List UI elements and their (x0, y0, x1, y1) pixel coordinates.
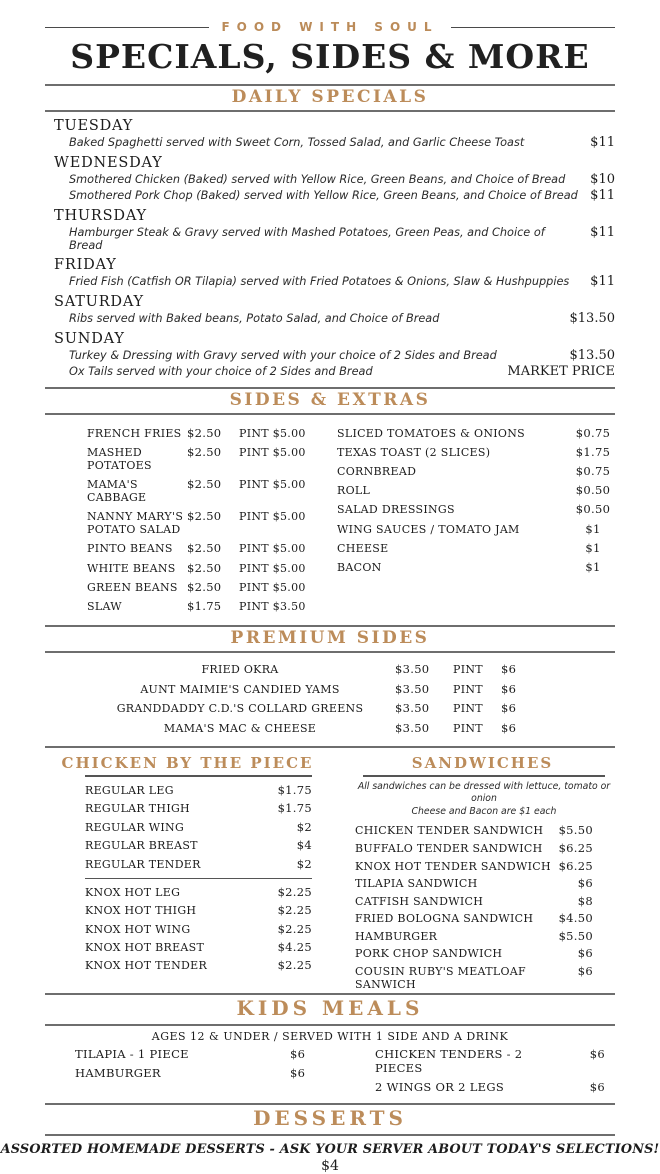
side-item (45, 596, 323, 615)
premium-price: $3.50 (395, 701, 430, 716)
sandwiches-note-line2: Cheese and Bacon are $1 each (411, 805, 557, 817)
side-price: $2.50 (187, 444, 222, 459)
premium-sides-heading-bar (45, 625, 615, 653)
special-item (45, 348, 615, 363)
chicken-price: $4.25 (277, 940, 312, 955)
sides-left-column (45, 423, 323, 616)
special-price: MARKET PRICE (507, 364, 615, 379)
side-price: $2.50 (187, 476, 222, 491)
chicken-name: KNOX HOT WING (85, 922, 191, 936)
chicken-price: $1.75 (277, 801, 312, 816)
sandwich-price: $6.25 (558, 858, 593, 873)
sandwich-name: HAMBURGER (355, 929, 438, 943)
kids-name: CHICKEN TENDERS - 2 PIECES (375, 1047, 523, 1076)
special-price: $11 (590, 135, 615, 150)
desserts-heading-bar (45, 1103, 615, 1136)
premium-item (85, 699, 615, 719)
page-title: SPECIALS, SIDES & MORE (70, 37, 590, 76)
sandwiches-heading: SANDWICHES (411, 753, 554, 772)
chicken-price: $2.25 (277, 884, 312, 899)
chicken-item (85, 818, 312, 836)
side-price: $1.75 (187, 598, 222, 613)
side-item (337, 442, 615, 461)
pint-price: $6 (501, 701, 517, 716)
sandwich-item (355, 909, 613, 927)
kids-meals-heading-bar (45, 993, 615, 1026)
chicken-item (85, 901, 312, 919)
special-item (45, 188, 615, 203)
premium-name: FRIED OKRA (201, 663, 279, 677)
sandwich-item (355, 927, 613, 945)
chicken-sandwiches-section (45, 746, 615, 993)
special-price: $13.50 (569, 311, 615, 326)
sides-extras-heading-bar (45, 387, 615, 415)
special-description: Ribs served with Baked beans, Potato Salad, and Choice of Bread (69, 312, 440, 325)
sandwich-name: KNOX HOT TENDER SANDWICH (355, 859, 551, 873)
sandwiches-note-line1: All sandwiches can be dressed with lettuce, tomato or onion (357, 780, 611, 805)
side-name: CORNBREAD (337, 464, 417, 478)
chicken-item (85, 781, 312, 799)
kids-left-column (45, 1045, 320, 1097)
side-price: $0.50 (575, 502, 611, 517)
side-price: $1 (585, 559, 601, 574)
kids-price: $6 (290, 1047, 306, 1062)
kids-meals-note: AGES 12 & UNDER / SERVED WITH 1 SIDE AND A DRINK (151, 1029, 509, 1043)
special-price: $11 (590, 188, 615, 203)
desserts-note: ASSORTED HOMEMADE DESSERTS - ASK YOUR SERVER ABOUT TODAY'S SELECTIONS! (0, 1141, 660, 1157)
chicken-name: KNOX HOT LEG (85, 885, 181, 899)
special-price: $11 (590, 274, 615, 289)
sandwich-price: $6 (577, 876, 593, 891)
side-name: MAMA'S CABBAGE (87, 477, 147, 504)
side-pint-price: PINT $5.00 (239, 510, 306, 524)
sandwich-price: $6 (577, 946, 593, 961)
sandwich-price: $6.25 (558, 840, 593, 855)
chicken-price: $4 (296, 838, 312, 853)
pint-label: PINT (453, 682, 483, 696)
desserts-price: $4 (321, 1157, 339, 1174)
chicken-price: $2.25 (277, 903, 312, 918)
sides-right-column (337, 423, 615, 616)
side-item (45, 474, 323, 506)
kids-item (340, 1078, 615, 1097)
premium-name: MAMA'S MAC & CHEESE (163, 722, 317, 736)
sandwich-items (355, 822, 613, 993)
side-item (45, 442, 323, 474)
special-item (45, 225, 615, 252)
side-item (337, 461, 615, 480)
kids-right-column (340, 1045, 615, 1097)
pint-label: PINT (453, 702, 483, 716)
side-name: BACON (337, 560, 382, 574)
side-pint-price: PINT $5.00 (239, 580, 306, 594)
sandwich-item (355, 857, 613, 875)
desserts-heading: DESSERTS (253, 1105, 407, 1130)
sandwich-price: $6 (577, 964, 593, 979)
special-item (45, 135, 615, 150)
side-pint-price: PINT $5.00 (239, 445, 306, 459)
side-price: $1 (585, 540, 601, 555)
sandwiches-heading-rule (363, 775, 605, 777)
side-price: $2.50 (187, 509, 222, 524)
special-item (45, 274, 615, 289)
premium-price: $3.50 (395, 681, 430, 696)
day-name: THURSDAY (54, 208, 147, 224)
side-item (337, 500, 615, 519)
special-description: Baked Spaghetti served with Sweet Corn, Tossed Salad, and Garlic Cheese Toast (69, 136, 525, 149)
side-item (337, 538, 615, 557)
side-name: TEXAS TOAST (2 SLICES) (337, 445, 491, 459)
side-item (337, 519, 615, 538)
special-item (45, 311, 615, 326)
sandwich-price: $8 (577, 893, 593, 908)
special-item (45, 364, 615, 379)
chicken-price: $2.25 (277, 958, 312, 973)
side-price: $1.75 (575, 444, 611, 459)
side-pint-price: PINT $5.00 (239, 426, 306, 440)
pint-label: PINT (453, 722, 483, 736)
special-price: $11 (590, 225, 615, 240)
chicken-name: KNOX HOT TENDER (85, 959, 208, 973)
kids-name: HAMBURGER (75, 1066, 161, 1081)
side-item (45, 577, 323, 596)
special-item (45, 172, 615, 187)
side-pint-price: PINT $5.00 (239, 542, 306, 556)
day-block-tuesday (45, 118, 615, 150)
side-name: WHITE BEANS (87, 561, 176, 575)
day-block-friday (45, 257, 615, 289)
chicken-name: REGULAR LEG (85, 784, 174, 798)
premium-price: $3.50 (395, 662, 430, 677)
pint-price: $6 (501, 662, 517, 677)
special-description: Smothered Pork Chop (Baked) served with Yellow Rice, Green Beans, and Choice of Bread (69, 189, 578, 202)
sandwich-item (355, 822, 613, 840)
chicken-heading: CHICKEN BY THE PIECE (61, 753, 314, 772)
chicken-item (85, 920, 312, 938)
sandwich-price: $5.50 (558, 823, 593, 838)
chicken-item (85, 883, 312, 901)
daily-specials-heading: DAILY SPECIALS (231, 87, 429, 107)
daily-specials-list (45, 118, 615, 379)
side-pint-price: PINT $5.00 (239, 561, 306, 575)
pint-price: $6 (501, 681, 517, 696)
sandwich-name: TILAPIA SANDWICH (355, 877, 478, 891)
side-item (337, 481, 615, 500)
chicken-item (85, 956, 312, 974)
kids-price: $6 (589, 1080, 605, 1095)
chicken-regular-group (85, 777, 312, 878)
kids-item (45, 1045, 320, 1064)
kids-item (45, 1064, 320, 1083)
day-name: SUNDAY (54, 331, 125, 347)
chicken-item (85, 836, 312, 854)
chicken-price: $1.75 (277, 783, 312, 798)
chicken-name: KNOX HOT BREAST (85, 941, 205, 955)
premium-sides-heading: PREMIUM SIDES (230, 627, 430, 648)
sandwiches-list (355, 775, 613, 993)
chicken-name: REGULAR WING (85, 820, 185, 834)
kids-item (340, 1045, 615, 1078)
premium-name: AUNT MAIMIE'S CANDIED YAMS (140, 682, 340, 696)
side-item (45, 507, 323, 539)
sandwich-name: FRIED BOLOGNA SANDWICH (355, 912, 534, 926)
side-name: NANNY MARY'S POTATO SALAD (87, 510, 184, 537)
kids-name: 2 WINGS OR 2 LEGS (375, 1080, 505, 1095)
side-price: $0.50 (575, 483, 611, 498)
side-price: $2.50 (187, 579, 222, 594)
sandwich-name: CHICKEN TENDER SANDWICH (355, 824, 544, 838)
premium-item (85, 718, 615, 738)
kids-price: $6 (290, 1066, 306, 1081)
special-price: $10 (590, 172, 615, 187)
chicken-item (85, 799, 312, 817)
sides-extras-table (45, 423, 615, 616)
special-description: Smothered Chicken (Baked) served with Yellow Rice, Green Beans, and Choice of Bread (69, 173, 566, 186)
day-name: WEDNESDAY (54, 155, 163, 171)
side-name: GREEN BEANS (87, 580, 178, 594)
chicken-name: REGULAR THIGH (85, 802, 190, 816)
side-price: $0.75 (575, 463, 611, 478)
premium-item (85, 679, 615, 699)
special-price: $13.50 (569, 348, 615, 363)
tagline-row (45, 20, 615, 34)
side-name: SALAD DRESSINGS (337, 503, 455, 517)
side-name: CHEESE (337, 541, 389, 555)
sandwich-item (355, 945, 613, 963)
side-name: SLICED TOMATOES & ONIONS (337, 426, 525, 440)
day-name: SATURDAY (54, 294, 144, 310)
side-price: $1 (585, 521, 601, 536)
tagline-right-rule (451, 27, 615, 28)
premium-price: $3.50 (395, 721, 430, 736)
restaurant-tagline: FOOD WITH SOUL (221, 20, 439, 34)
day-block-thursday (45, 208, 615, 252)
day-block-wednesday (45, 155, 615, 203)
chicken-price: $2 (296, 819, 312, 834)
special-description: Fried Fish (Catfish OR Tilapia) served with Fried Potatoes & Onions, Slaw & Hushpuppies (69, 275, 570, 288)
daily-specials-heading-bar (45, 84, 615, 112)
chicken-name: REGULAR BREAST (85, 839, 198, 853)
side-item (45, 539, 323, 558)
kids-price: $6 (589, 1047, 605, 1062)
sandwich-price: $5.50 (558, 928, 593, 943)
side-item (45, 423, 323, 442)
side-name: FRENCH FRIES (87, 426, 182, 440)
chicken-item (85, 854, 312, 872)
chicken-price: $2 (296, 856, 312, 871)
premium-name: GRANDDADDY C.D.'S COLLARD GREENS (116, 702, 364, 716)
special-description: Turkey & Dressing with Gravy served with your choice of 2 Sides and Bread (69, 349, 497, 362)
sandwich-item (355, 839, 613, 857)
day-block-saturday (45, 294, 615, 326)
pint-price: $6 (501, 721, 517, 736)
side-name: MASHED POTATOES (87, 445, 152, 472)
chicken-column (45, 752, 330, 993)
side-price: $2.50 (187, 541, 222, 556)
sandwich-item (355, 892, 613, 910)
premium-sides-table (85, 660, 615, 738)
kids-meals-heading: KIDS MEALS (236, 995, 424, 1020)
tagline-left-rule (45, 27, 209, 28)
kids-name: TILAPIA - 1 PIECE (75, 1047, 189, 1062)
special-description: Hamburger Steak & Gravy served with Mashed Potatoes, Green Peas, and Choice of Bread (69, 226, 545, 252)
chicken-name: REGULAR TENDER (85, 857, 201, 871)
sandwich-price: $4.50 (558, 911, 593, 926)
side-item (337, 557, 615, 576)
side-pint-price: PINT $5.00 (239, 477, 306, 491)
sides-extras-heading: SIDES & EXTRAS (229, 390, 431, 410)
side-name: ROLL (337, 484, 371, 498)
chicken-item (85, 938, 312, 956)
side-item (45, 558, 323, 577)
chicken-name: KNOX HOT THIGH (85, 904, 197, 918)
side-name: WING SAUCES / TOMATO JAM (337, 522, 520, 536)
side-item (337, 423, 615, 442)
chicken-knox-hot-group (85, 878, 312, 980)
kids-meals-table (45, 1045, 615, 1097)
day-block-sunday (45, 331, 615, 379)
side-price: $2.50 (187, 425, 222, 440)
menu-page (0, 20, 660, 1174)
sandwiches-note (355, 781, 613, 819)
side-name: PINTO BEANS (87, 542, 173, 556)
sandwich-item (355, 962, 613, 993)
chicken-list (85, 775, 312, 980)
side-name: SLAW (87, 599, 122, 613)
sandwich-item (355, 874, 613, 892)
day-name: TUESDAY (54, 118, 134, 134)
chicken-price: $2.25 (277, 921, 312, 936)
day-name: FRIDAY (54, 257, 117, 273)
side-price: $0.75 (575, 425, 611, 440)
side-price: $2.50 (187, 560, 222, 575)
pint-label: PINT (453, 663, 483, 677)
sandwich-name: CATFISH SANDWICH (355, 894, 484, 908)
sandwiches-column (350, 752, 615, 993)
side-pint-price: PINT $3.50 (239, 599, 306, 613)
special-description: Ox Tails served with your choice of 2 Sides and Bread (69, 365, 373, 378)
sandwich-name: PORK CHOP SANDWICH (355, 947, 503, 961)
sandwich-name: COUSIN RUBY'S MEATLOAF SANWICH (355, 965, 526, 992)
sandwich-name: BUFFALO TENDER SANDWICH (355, 841, 543, 855)
premium-item (85, 660, 615, 680)
